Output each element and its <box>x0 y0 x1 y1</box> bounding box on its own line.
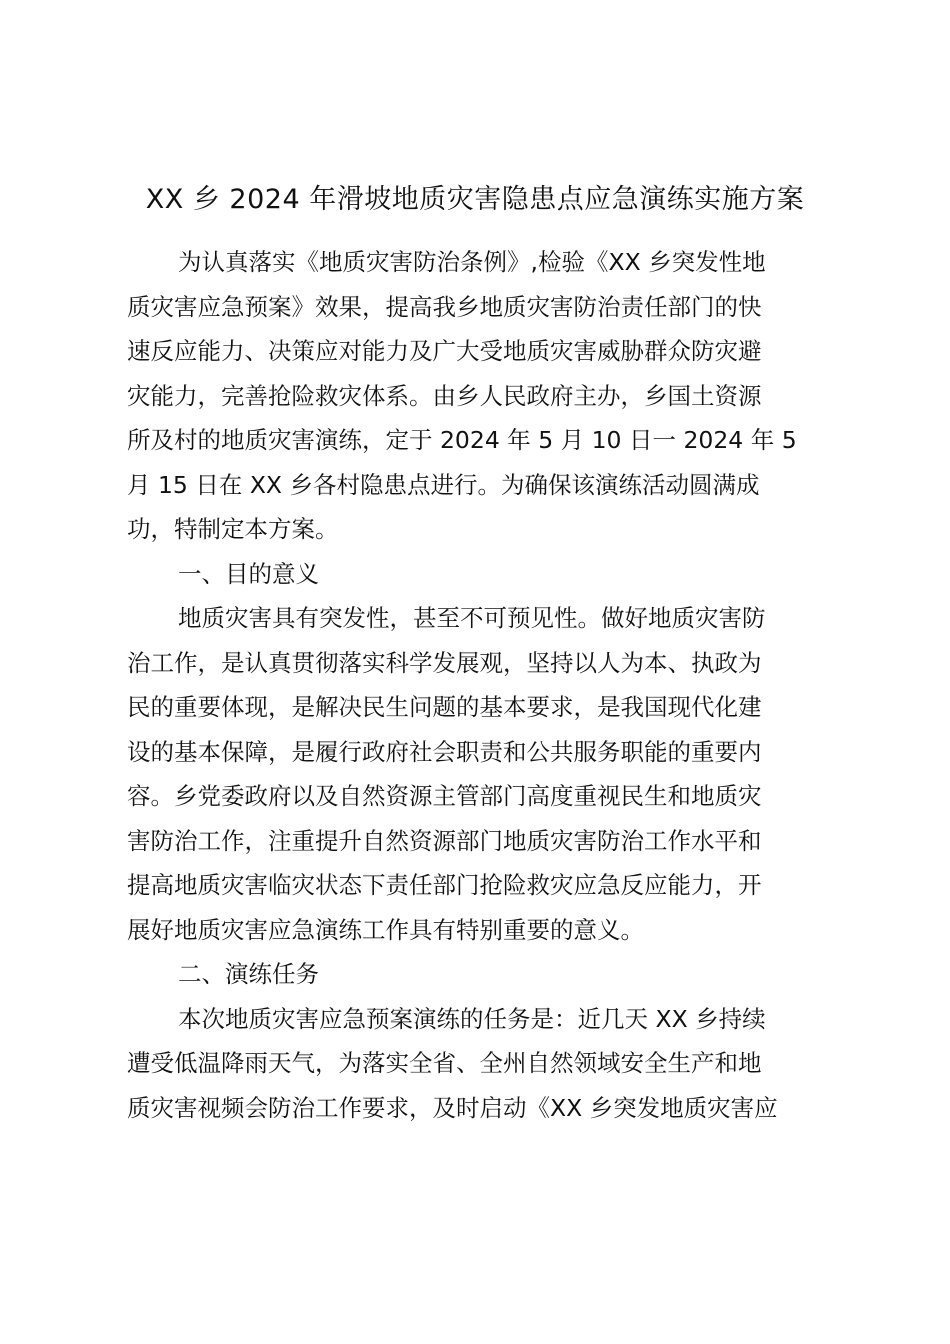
paragraph-line: 月 15 日在 XX 乡各村隐患点进行。为确保该演练活动圆满成 <box>127 470 760 499</box>
paragraph-line: 设的基本保障，是履行政府社会职责和公共服务职能的重要内 <box>127 737 762 766</box>
paragraph-line: 治工作，是认真贯彻落实科学发展观，坚持以人为本、执政为 <box>127 648 762 677</box>
paragraph-line: 质灾害应急预案》效果，提高我乡地质灾害防治责任部门的快 <box>127 292 762 321</box>
paragraph-line: 所及村的地质灾害演练，定于 2024 年 5 月 10 日一 2024 年 5 <box>127 426 797 454</box>
document-title: XX 乡 2024 年滑坡地质灾害隐患点应急演练实施方案 <box>145 184 805 215</box>
paragraph-line: 遭受低温降雨天气，为落实全省、全州自然领域安全生产和地 <box>127 1049 762 1077</box>
paragraph-line: 展好地质灾害应急演练工作具有特别重要的意义。 <box>127 915 644 944</box>
paragraph-line: 提高地质灾害临灾状态下责任部门抢险救灾应急反应能力，开 <box>127 871 762 899</box>
paragraph-line: 速反应能力、决策应对能力及广大受地质灾害威胁群众防灾避 <box>127 337 762 365</box>
paragraph-line: 为认真落实《地质灾害防治条例》,检验《XX 乡突发性地 <box>178 248 766 276</box>
paragraph-line: 害防治工作，注重提升自然资源部门地质灾害防治工作水平和 <box>127 826 762 855</box>
paragraph-line: 本次地质灾害应急预案演练的任务是：近几天 XX 乡持续 <box>178 1004 766 1033</box>
paragraph-line: 地质灾害具有突发性，甚至不可预见性。做好地质灾害防 <box>178 604 766 632</box>
document-body <box>127 240 827 1130</box>
paragraph-line: 民的重要体现，是解决民生问题的基本要求，是我国现代化建 <box>127 693 762 721</box>
section-heading: 一、目的意义 <box>178 559 319 588</box>
paragraph-line: 容。乡党委政府以及自然资源主管部门高度重视民生和地质灾 <box>127 782 762 810</box>
paragraph-line: 质灾害视频会防治工作要求，及时启动《XX 乡突发地质灾害应 <box>127 1093 778 1122</box>
paragraph-line: 灾能力，完善抢险救灾体系。由乡人民政府主办，乡国土资源 <box>127 381 762 410</box>
section-heading: 二、演练任务 <box>178 960 319 988</box>
paragraph-line: 功，特制定本方案。 <box>127 515 339 543</box>
